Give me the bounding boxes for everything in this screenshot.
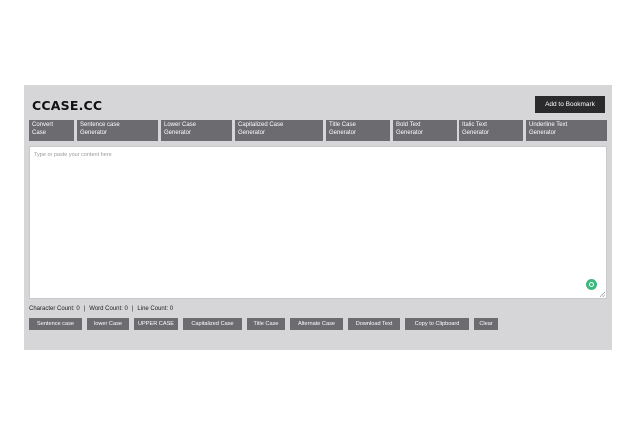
nav-item-line2: Case [32, 129, 47, 136]
nav-item-line1: Bold Text [396, 122, 421, 128]
nav-item-line1: Underline Text [529, 122, 568, 128]
nav-item-line1: Capitalized Case [238, 122, 284, 128]
alternate-case-button[interactable]: Alternate Case [290, 318, 343, 330]
nav-item-line1: Sentence case [80, 122, 120, 128]
download-text-button[interactable]: Download Text [348, 318, 400, 330]
nav-item-line1: Title Case [329, 122, 356, 128]
nav-item-line2: Generator [396, 129, 424, 136]
count-separator: | [83, 306, 86, 312]
upper-case-button[interactable]: UPPER CASE [134, 318, 178, 330]
nav-item-line2: Generator [80, 129, 108, 136]
nav-item-bold-text[interactable] [393, 120, 457, 141]
resize-handle-icon[interactable] [600, 292, 605, 297]
line-count: Line Count: 0 [137, 306, 174, 312]
clear-button[interactable]: Clear [474, 318, 498, 330]
add-to-bookmark-button[interactable]: Add to Bookmark [535, 96, 605, 113]
converter-panel [24, 85, 612, 350]
count-separator: | [131, 306, 134, 312]
lower-case-button[interactable]: lower Case [87, 318, 129, 330]
nav-item-title-case[interactable] [326, 120, 390, 141]
nav-item-convert-case[interactable] [29, 120, 74, 141]
nav-item-line1: Convert [32, 122, 54, 128]
word-count: Word Count: 0 [89, 306, 128, 312]
nav-item-capitalized-case[interactable] [235, 120, 323, 141]
nav-item-italic-text[interactable] [459, 120, 523, 141]
nav-item-lower-case[interactable] [161, 120, 232, 141]
nav-item-line2: Generator [164, 129, 192, 136]
capitalized-case-button[interactable]: Capitalized Case [183, 318, 242, 330]
nav-item-line2: Generator [462, 129, 490, 136]
grammarly-icon[interactable] [586, 279, 597, 290]
nav-item-line1: Italic Text [462, 122, 487, 128]
nav-item-line2: Generator [329, 129, 357, 136]
nav-item-line2: Generator [529, 129, 557, 136]
nav-item-line2: Generator [238, 129, 266, 136]
site-logo[interactable]: CCASE.CC [32, 98, 103, 113]
nav-item-underline-text[interactable] [526, 120, 607, 141]
content-textarea[interactable] [30, 147, 606, 298]
title-case-button[interactable]: Title Case [247, 318, 285, 330]
count-bar [29, 306, 173, 312]
sentence-case-button[interactable]: Sentence case [29, 318, 82, 330]
nav-item-line1: Lower Case [164, 122, 197, 128]
nav-item-sentence-case[interactable] [77, 120, 158, 141]
copy-to-clipboard-button[interactable]: Copy to Clipboard [405, 318, 469, 330]
character-count: Character Count: 0 [29, 306, 80, 312]
action-buttons [29, 318, 607, 330]
text-editor [29, 146, 607, 299]
tool-navigation [29, 120, 607, 141]
